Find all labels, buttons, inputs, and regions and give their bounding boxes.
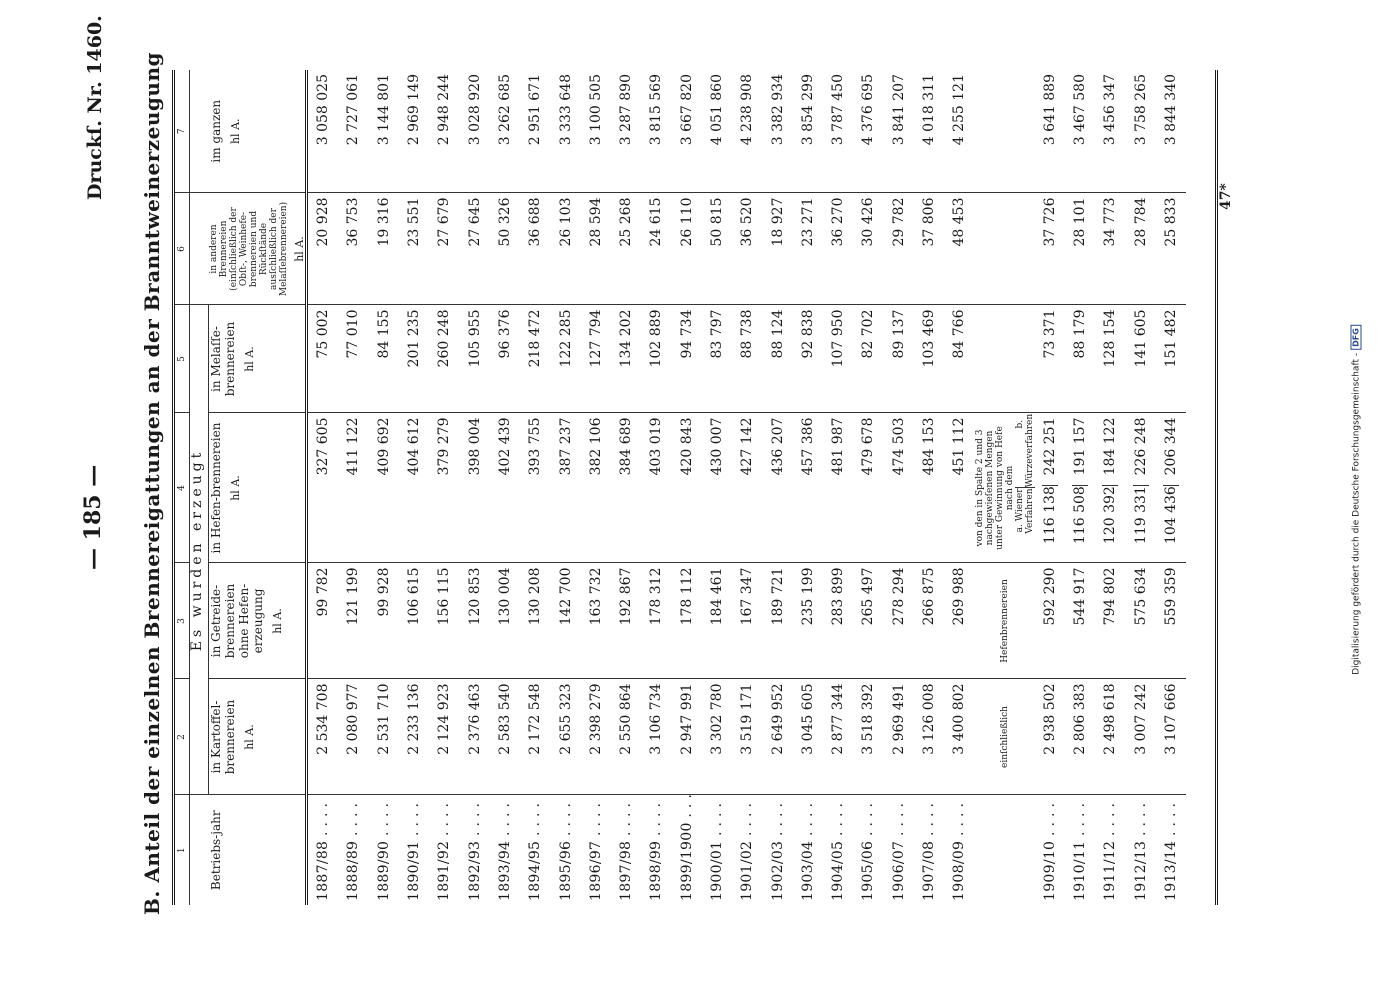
value-cell: 2 583 540 [490,679,520,795]
value-cell: 156 115 [429,563,459,679]
value-cell: 269 988 [944,563,974,679]
header-other [209,193,307,305]
value-cell: 457 386 [793,413,823,563]
value-cell: 2 376 463 [459,679,489,795]
digitization-footer [1351,325,1362,675]
split-cell [1125,413,1155,563]
value-cell: 191 157 [1071,417,1088,476]
value-cell: 26 110 [672,193,702,305]
value-cell: 26 103 [550,193,580,305]
value-cell: 2 806 383 [1065,679,1095,795]
col-number: 5 [175,305,190,413]
value-cell: 96 376 [490,305,520,413]
value-cell: 3 841 207 [890,74,907,146]
value-cell: 36 520 [732,193,762,305]
year-cell: 1900/01 . . . . [702,795,732,905]
value-cell: 260 248 [429,305,459,413]
value-cell: 2 649 952 [762,679,792,795]
table-row [338,70,368,905]
value-cell: 120 392 [1102,485,1118,554]
table-row [914,70,944,905]
split-cell [1095,413,1125,563]
value-cell: 2 951 671 [527,74,544,146]
value-cell: 37 806 [914,193,944,305]
value-cell: 2 550 864 [611,679,641,795]
value-cell: 2 531 710 [369,679,399,795]
page-number: — 185 — [80,464,106,570]
year-cell: 1899/1900 . . . [672,795,702,905]
value-cell: 3 641 889 [1041,74,1058,146]
table-title: B. Anteil der einzelnen Brennereigattungen an der Branntweinerzeugung [140,52,164,915]
value-cell: 2 727 061 [345,74,362,146]
table-row [581,70,611,905]
value-cell: 3 262 685 [496,74,513,146]
table-row [1125,70,1155,905]
year-cell: 1887/88 . . . . [307,795,339,905]
unit-label: hl A. [243,724,256,750]
split-cell [1065,413,1095,563]
value-cell: 29 782 [884,193,914,305]
value-cell: 4 255 121 [951,74,968,146]
year-cell: 1896/97 . . . . [581,795,611,905]
table-row [520,70,550,905]
header-molasses [209,305,307,413]
table-row [550,70,580,905]
table-row [944,70,974,905]
unit-label: hl A. [271,608,284,634]
value-cell: 3 382 934 [769,74,786,146]
value-cell: 25 833 [1156,193,1186,305]
unit-label: hl A. [243,346,256,372]
value-cell: 235 199 [793,563,823,679]
value-cell: 403 019 [641,413,671,563]
value-cell: 2 655 323 [550,679,580,795]
note-col4-sub [1014,413,1035,559]
value-cell: 36 753 [338,193,368,305]
value-cell: 3 519 171 [732,679,762,795]
value-cell: 384 689 [611,413,641,563]
header-label: Betriebs-jahr [208,810,223,891]
year-cell: 1898/99 . . . . [641,795,671,905]
value-cell: 382 106 [581,413,611,563]
value-cell: 84 155 [369,305,399,413]
header-label: in Getreide-brennereien ohne Hefen-erzeugung [209,583,265,659]
value-cell: 430 007 [702,413,732,563]
value-cell: 99 928 [369,563,399,679]
value-cell: 184 122 [1102,417,1119,476]
year-cell: 1897/98 . . . . [611,795,641,905]
value-cell: 106 615 [399,563,429,679]
value-cell: 3 126 008 [914,679,944,795]
value-cell: 2 233 136 [399,679,429,795]
value-cell: 3 007 242 [1125,679,1155,795]
value-cell: 23 271 [793,193,823,305]
table-row [672,70,702,905]
column-numbers-row [175,70,190,905]
header-yeast [209,413,307,563]
value-cell: 3 100 505 [587,74,604,146]
year-cell: 1910/11 . . . . [1065,795,1095,905]
value-cell: 2 534 708 [307,679,339,795]
value-cell: 3 844 340 [1162,74,1179,146]
value-cell: 99 782 [307,563,339,679]
header-year [209,795,307,905]
table-row [369,70,399,905]
value-cell: 387 237 [550,413,580,563]
year-cell: 1901/02 . . . . [732,795,762,905]
value-cell: 393 755 [520,413,550,563]
value-cell: 151 482 [1156,305,1186,413]
table-row [823,70,853,905]
value-cell: 2 080 977 [338,679,368,795]
value-cell: 27 645 [459,193,489,305]
year-cell: 1893/94 . . . . [490,795,520,905]
value-cell: 167 347 [732,563,762,679]
value-cell: 116 508 [1072,485,1088,554]
year-cell: 1888/89 . . . . [338,795,368,905]
table-row [611,70,641,905]
year-cell: 1906/07 . . . . [884,795,914,905]
table-row [732,70,762,905]
group-header-row [190,70,209,905]
value-cell: 404 612 [399,413,429,563]
value-cell: 34 773 [1095,193,1125,305]
table-row [490,70,520,905]
value-cell: 103 469 [914,305,944,413]
value-cell: 379 279 [429,413,459,563]
column-headers-row [209,70,307,905]
table-row [399,70,429,905]
value-cell: 88 179 [1065,305,1095,413]
value-cell: 218 472 [520,305,550,413]
value-cell: 4 238 908 [739,74,756,146]
value-cell: 116 138 [1042,485,1058,554]
col-number: 2 [175,679,190,795]
value-cell: 420 843 [672,413,702,563]
value-cell: 119 331 [1133,485,1149,554]
value-cell: 37 726 [1035,193,1065,305]
value-cell: 105 955 [459,305,489,413]
value-cell: 122 285 [550,305,580,413]
value-cell: 3 106 734 [641,679,671,795]
col-number: 6 [175,193,190,305]
value-cell: 36 688 [520,193,550,305]
value-cell: 481 987 [823,413,853,563]
table-row [884,70,914,905]
split-cell [1035,413,1065,563]
year-cell: 1907/08 . . . . [914,795,944,905]
note-col4b: b. Würzeverfahren [1014,413,1035,488]
table-row [702,70,732,905]
dfg-logo: DFG [1351,325,1362,350]
value-cell: 73 371 [1035,305,1065,413]
value-cell: 48 453 [944,193,974,305]
value-cell: 2 938 502 [1035,679,1065,795]
value-cell: 128 154 [1095,305,1125,413]
value-cell: 89 137 [884,305,914,413]
year-cell: 1891/92 . . . . [429,795,459,905]
signature-mark: 47* [1218,183,1234,210]
value-cell: 206 344 [1162,417,1179,476]
table-row [853,70,883,905]
value-cell: 127 794 [581,305,611,413]
value-cell: 28 101 [1065,193,1095,305]
value-cell: 3 758 265 [1132,74,1149,146]
unit-label: hl A. [292,236,306,262]
value-cell: 3 787 450 [830,74,847,146]
year-cell: 1904/05 . . . . [823,795,853,905]
value-cell: 427 142 [732,413,762,563]
header-potato [209,679,307,795]
value-cell: 4 018 311 [921,74,938,146]
value-cell: 794 802 [1095,563,1125,679]
table-row [641,70,671,905]
value-cell: 2 947 991 [672,679,702,795]
value-cell: 18 927 [762,193,792,305]
value-cell: 266 875 [914,563,944,679]
value-cell: 411 122 [338,413,368,563]
footer-text: Digitalisierung gefördert durch die Deutsche Forschungsgemeinschaft - [1351,352,1361,675]
table-row [459,70,489,905]
value-cell: 120 853 [459,563,489,679]
value-cell: 83 797 [702,305,732,413]
value-cell: 4 051 860 [709,74,725,146]
table-row [762,70,792,905]
value-cell: 2 969 491 [884,679,914,795]
year-cell: 1902/03 . . . . [762,795,792,905]
table-row [793,70,823,905]
group-header: Es wurden erzeugt [190,305,209,795]
value-cell: 474 503 [884,413,914,563]
table-row [1035,70,1065,905]
table-row [429,70,459,905]
print-reference: Druckſ. Nr. 1460. [84,15,106,200]
value-cell: 20 928 [307,193,339,305]
year-cell: 1908/09 . . . . [944,795,974,905]
header-label: in anderen Brennereien (einſchließlich der Obſt-, Weinhefe-brennereien und Rückſtände ausſchließlich der Melaſſebrennereien) [208,201,289,297]
value-cell: 3 456 347 [1102,74,1119,146]
year-cell: 1903/04 . . . . [793,795,823,905]
value-cell: 3 518 392 [853,679,883,795]
value-cell: 3 815 569 [648,74,665,146]
value-cell: 121 199 [338,563,368,679]
value-cell: 436 207 [762,413,792,563]
table-row [1156,70,1186,905]
value-cell: 3 144 801 [375,74,392,146]
value-cell: 102 889 [641,305,671,413]
year-cell: 1905/06 . . . . [853,795,883,905]
value-cell: 592 290 [1035,563,1065,679]
value-cell: 28 594 [581,193,611,305]
table-row [1095,70,1125,905]
value-cell: 24 615 [641,193,671,305]
value-cell: 184 461 [702,563,732,679]
value-cell: 3 045 605 [793,679,823,795]
value-cell: 36 270 [823,193,853,305]
year-cell: 1895/96 . . . . [550,795,580,905]
value-cell: 265 497 [853,563,883,679]
year-cell: 1894/95 . . . . [520,795,550,905]
value-cell: 4 376 695 [860,74,877,146]
col-number: 1 [175,795,190,905]
value-cell: 3 467 580 [1071,74,1088,146]
value-cell: 25 268 [611,193,641,305]
value-cell: 327 605 [307,413,339,563]
value-cell: 2 948 244 [436,74,453,146]
value-cell: 75 002 [307,305,339,413]
value-cell: 3 107 666 [1156,679,1186,795]
value-cell: 104 436 [1163,485,1179,554]
col-number: 4 [175,413,190,563]
table-body [307,70,1187,905]
year-cell: 1911/12 . . . . [1095,795,1125,905]
value-cell: 30 426 [853,193,883,305]
header-label: in Hefen-brennereien [209,422,223,554]
year-cell: 1889/90 . . . . [369,795,399,905]
value-cell: 559 359 [1156,563,1186,679]
value-cell: 141 605 [1125,305,1155,413]
col-number: 7 [175,70,190,193]
value-cell: 2 398 279 [581,679,611,795]
value-cell: 3 854 299 [799,74,816,146]
value-cell: 402 439 [490,413,520,563]
value-cell: 192 867 [611,563,641,679]
value-cell: 142 700 [550,563,580,679]
value-cell: 50 815 [702,193,732,305]
value-cell: 575 634 [1125,563,1155,679]
value-cell: 134 202 [611,305,641,413]
value-cell: 88 738 [732,305,762,413]
value-cell: 92 838 [793,305,823,413]
split-cell [1156,413,1186,563]
value-cell: 3 058 025 [315,74,332,146]
value-cell: 3 302 780 [702,679,732,795]
col-number: 3 [175,563,190,679]
value-cell: 82 702 [853,305,883,413]
value-cell: 479 678 [853,413,883,563]
value-cell: 28 784 [1125,193,1155,305]
note-col4 [975,413,1035,563]
value-cell: 484 153 [914,413,944,563]
value-cell: 50 326 [490,193,520,305]
value-cell: 107 950 [823,305,853,413]
value-cell: 178 312 [641,563,671,679]
table-row [307,70,339,905]
value-cell: 226 248 [1132,417,1149,476]
unit-label: hl A. [228,118,242,145]
value-cell: 84 766 [944,305,974,413]
value-cell: 2 172 548 [520,679,550,795]
year-cell: 1912/13 . . . . [1125,795,1155,905]
value-cell: 451 112 [944,413,974,563]
value-cell: 278 294 [884,563,914,679]
year-cell: 1909/10 . . . . [1035,795,1065,905]
header-label: in Melaſſe-brennereien [209,321,237,397]
value-cell: 163 732 [581,563,611,679]
value-cell: 130 004 [490,563,520,679]
value-cell: 77 010 [338,305,368,413]
value-cell: 3 667 820 [678,74,695,146]
value-cell: 94 734 [672,305,702,413]
year-cell: 1892/93 . . . . [459,795,489,905]
value-cell: 201 235 [399,305,429,413]
value-cell: 23 551 [399,193,429,305]
value-cell: 3 028 920 [466,74,483,146]
value-cell: 409 692 [369,413,399,563]
header-total [209,70,307,193]
value-cell: 19 316 [369,193,399,305]
note-col2: einſchließlich [975,679,1035,795]
value-cell: 88 124 [762,305,792,413]
value-cell: 189 721 [762,563,792,679]
value-cell: 27 679 [429,193,459,305]
value-cell: 130 208 [520,563,550,679]
header-label: in Kartoffel-brennereien [209,699,237,775]
unit-label: hl A. [229,475,242,501]
value-cell: 283 899 [823,563,853,679]
distillery-table [172,70,1218,905]
note-row [975,70,1035,905]
note-col4a: a. Wiener Verfahren [1015,488,1035,557]
note-col4-text: von den in Spalte 2 und 3 nachgewieſenen Mengen unter Gewinnung von Hefe nach dem [974,426,1015,550]
value-cell: 242 251 [1041,417,1058,476]
value-cell: 2 124 923 [429,679,459,795]
value-cell: 178 112 [672,563,702,679]
header-grain [209,563,307,679]
value-cell: 2 969 149 [406,74,423,146]
year-cell: 1913/14 . . . . [1156,795,1186,905]
value-cell: 3 287 890 [618,74,635,146]
note-col3: Hefenbrennereien [975,563,1035,679]
year-cell: 1890/91 . . . . [399,795,429,905]
table-row [1065,70,1095,905]
header-label: im ganzen [208,99,223,163]
value-cell: 3 333 648 [557,74,574,146]
value-cell: 398 004 [459,413,489,563]
value-cell: 544 917 [1065,563,1095,679]
value-cell: 2 498 618 [1095,679,1125,795]
value-cell: 3 400 802 [944,679,974,795]
value-cell: 2 877 344 [823,679,853,795]
